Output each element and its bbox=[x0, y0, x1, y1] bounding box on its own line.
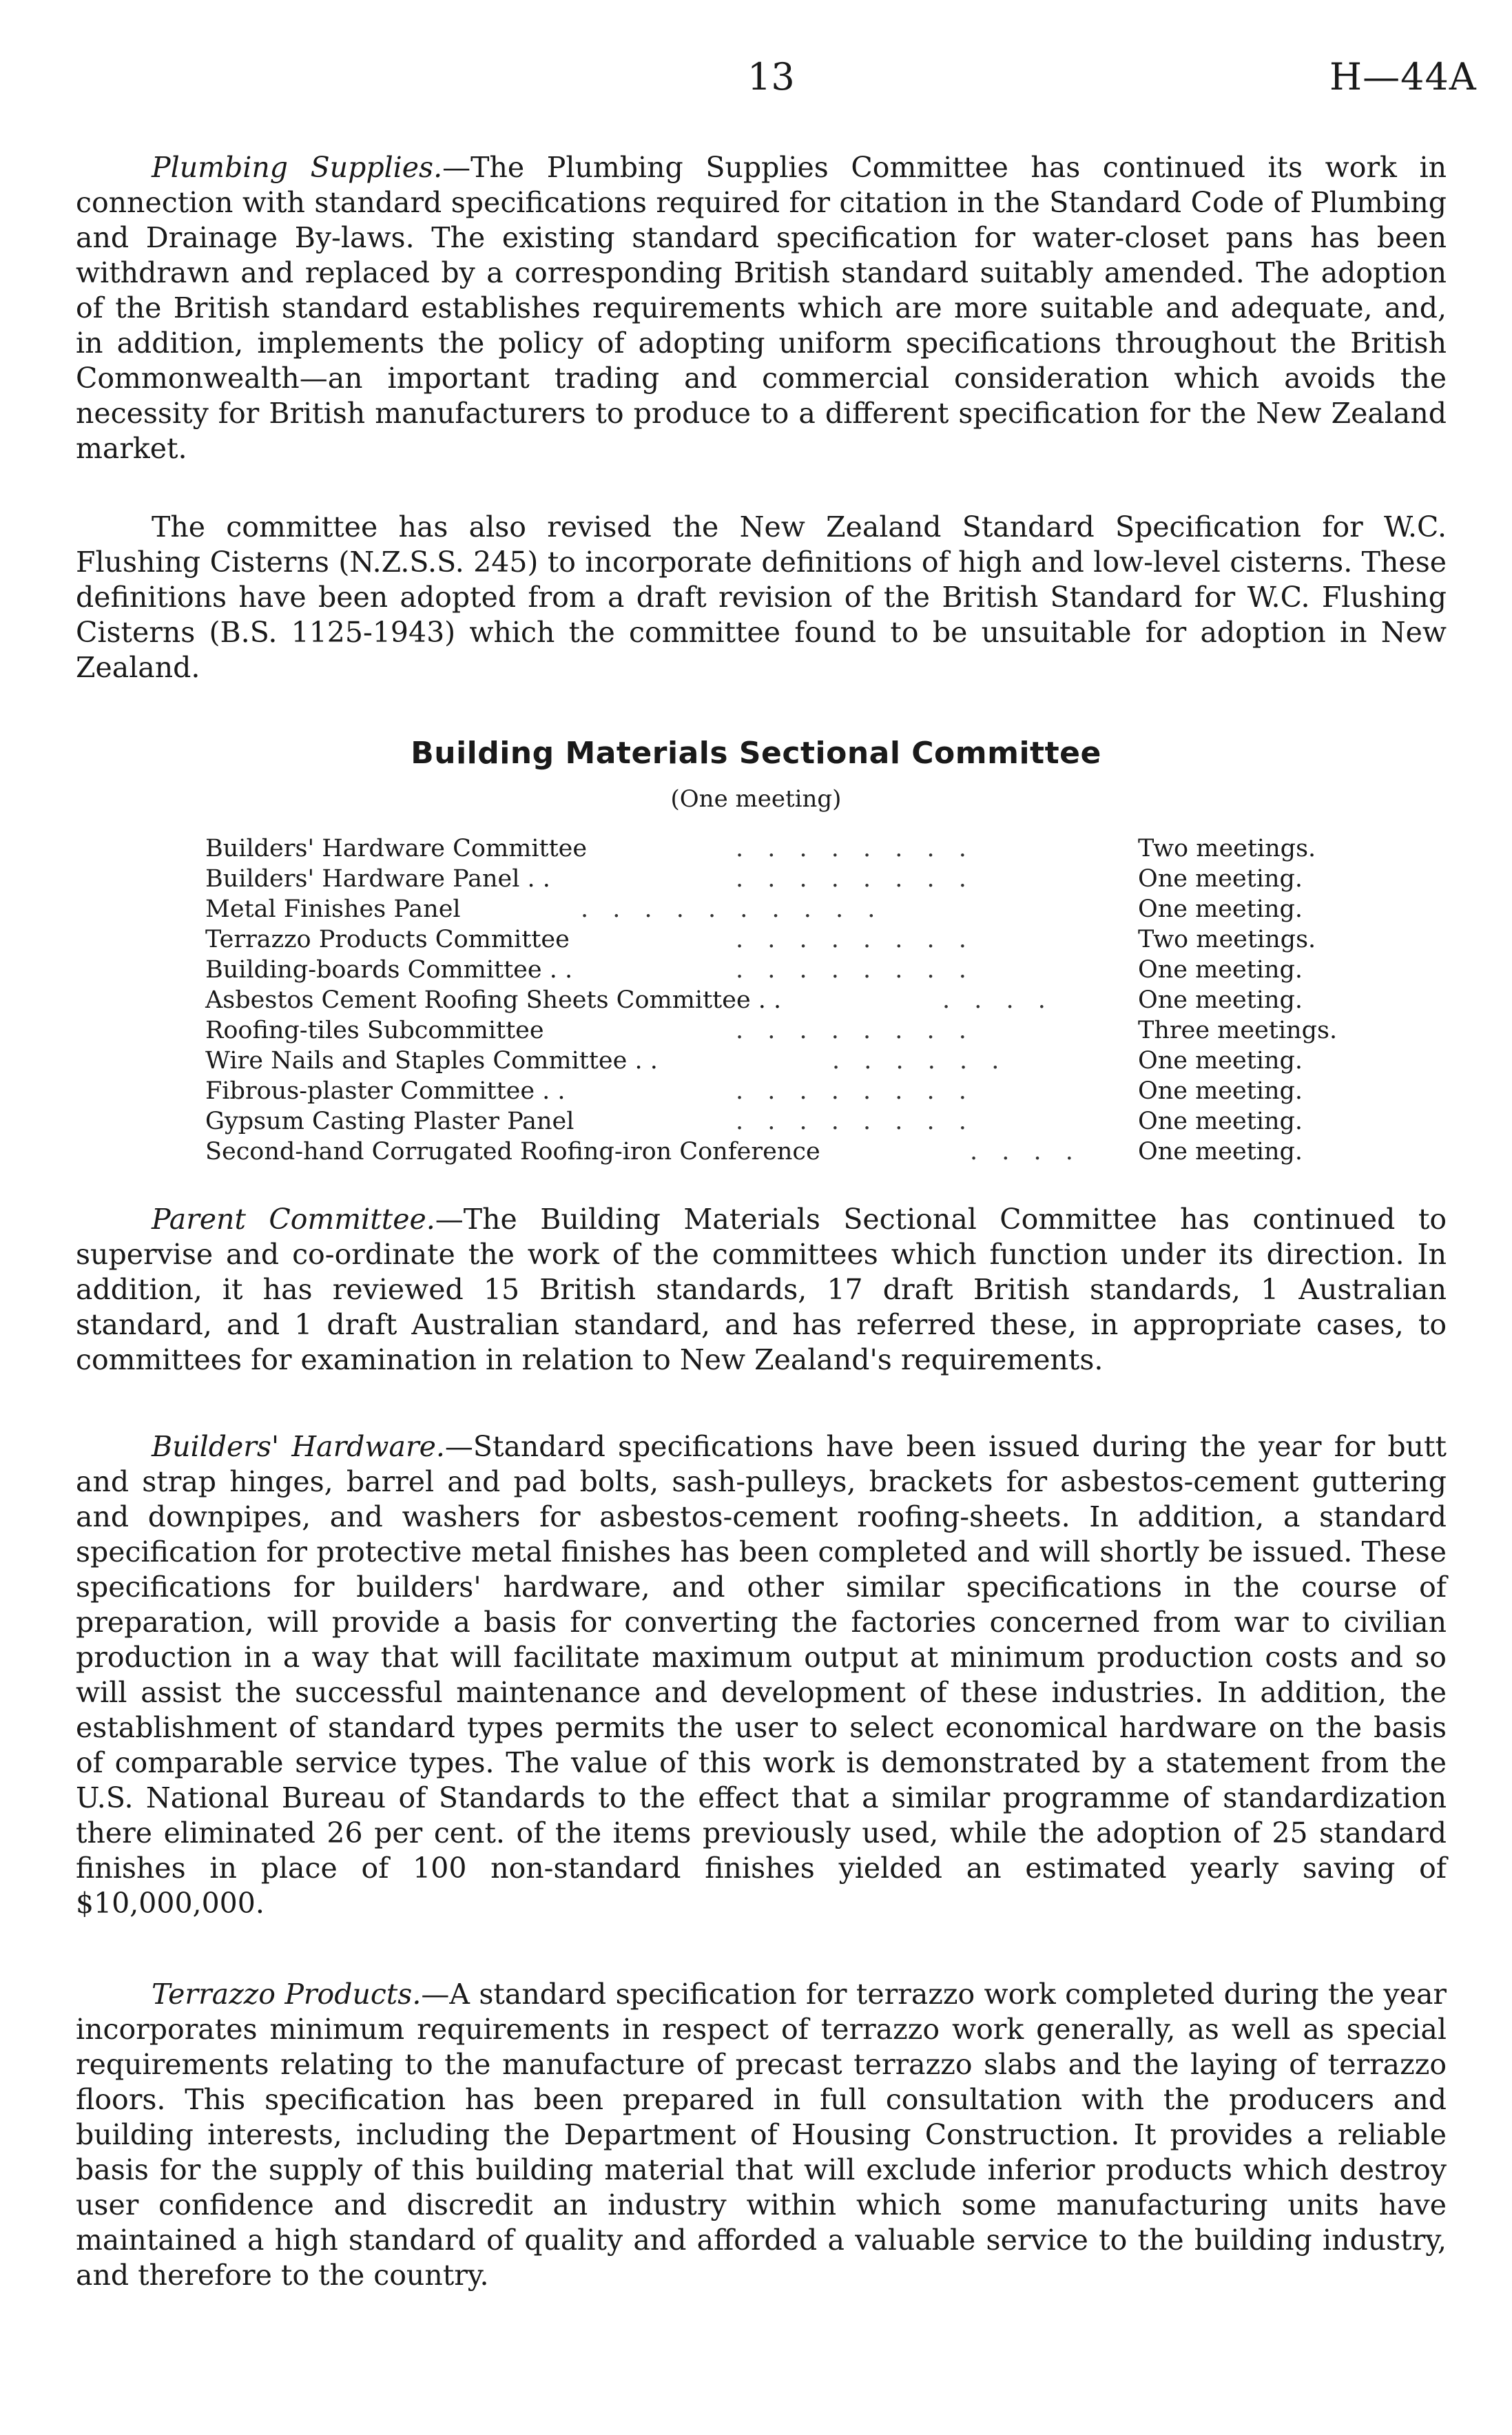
leader-dots: . . . . . . . . bbox=[736, 1108, 975, 1135]
meeting-row bbox=[205, 924, 1390, 955]
meeting-count: One meeting. bbox=[1138, 1138, 1303, 1165]
meeting-row bbox=[205, 1076, 1390, 1106]
paragraph-lead: Builders' Hardware. bbox=[152, 1430, 445, 1463]
committee-name: Terrazzo Products Committee bbox=[205, 926, 570, 953]
meeting-count: One meeting. bbox=[1138, 1077, 1303, 1105]
leader-dots: . . . . bbox=[942, 986, 1054, 1014]
meeting-row bbox=[205, 985, 1390, 1015]
leader-dots: . . . . . . . . bbox=[736, 926, 975, 953]
meeting-row bbox=[205, 864, 1390, 894]
paragraph-flushing-cisterns bbox=[76, 510, 1447, 685]
paragraph-body: —The Building Materials Sectional Committee has continued to supervise and co-ordinate the work of the committees which function under its direction. In addition, it has reviewed 15 British standards, 17 draft British standards, 1 Australian standard, and 1 draft Australian standard, and has referred these, in appropriate cases, to committees for examination in relation to New Zealand's requirements. bbox=[76, 1203, 1447, 1376]
meeting-row bbox=[205, 1015, 1390, 1046]
committee-name: Metal Finishes Panel bbox=[205, 895, 461, 923]
meeting-count: Two meetings. bbox=[1138, 835, 1316, 862]
committee-name: Gypsum Casting Plaster Panel bbox=[205, 1108, 574, 1135]
paragraph-builders-hardware bbox=[76, 1429, 1447, 1921]
leader-dots: . . . . . . . . bbox=[736, 835, 975, 862]
paragraph-lead: Parent Committee. bbox=[152, 1203, 435, 1236]
committee-name: Builders' Hardware Committee bbox=[205, 835, 588, 862]
paragraph-lead: Plumbing Supplies. bbox=[152, 151, 443, 184]
meeting-count: One meeting. bbox=[1138, 1047, 1303, 1075]
committee-name: Second-hand Corrugated Roofing-iron Conference bbox=[205, 1138, 820, 1165]
meeting-row bbox=[205, 1137, 1390, 1167]
page-number: 13 bbox=[747, 55, 795, 99]
meeting-count: One meeting. bbox=[1138, 1108, 1303, 1135]
meeting-count: Two meetings. bbox=[1138, 926, 1316, 953]
paragraph-lead: Terrazzo Products. bbox=[152, 1978, 422, 2011]
meeting-count: One meeting. bbox=[1138, 865, 1303, 893]
paragraph-parent-committee bbox=[76, 1202, 1447, 1378]
committee-name: Asbestos Cement Roofing Sheets Committee . . bbox=[205, 986, 782, 1014]
meeting-count: One meeting. bbox=[1138, 895, 1303, 923]
paragraph-plumbing-supplies bbox=[76, 150, 1447, 466]
leader-dots: . . . . . . . . . . bbox=[581, 895, 884, 923]
leader-dots: . . . . . . . . bbox=[736, 1077, 975, 1105]
page-header bbox=[0, 55, 1512, 103]
committee-name: Building-boards Committee . . bbox=[205, 956, 573, 984]
paragraph-body: —The Plumbing Supplies Committee has continued its work in connection with standard specifications required for citation in the Standard Code of Plumbing and Drainage By-laws. The existing standard specification for water-closet pans has been withdrawn and replaced by a corresponding British standard suitably amended. The adoption of the British standard establishes requirements which are more suitable and adequate, and, in addition, implements the policy of adopting uniform specifications throughout the British Commonwealth—an important trading and commercial consideration which avoids the necessity for British manufacturers to produce to a different specification for the New Zealand market. bbox=[76, 151, 1447, 465]
document-reference: H—44A bbox=[1329, 55, 1477, 99]
committee-name: Wire Nails and Staples Committee . . bbox=[205, 1047, 658, 1075]
meeting-row bbox=[205, 894, 1390, 924]
committee-name: Builders' Hardware Panel . . bbox=[205, 865, 550, 893]
leader-dots: . . . . . . . . bbox=[736, 1017, 975, 1044]
leader-dots: . . . . bbox=[970, 1138, 1081, 1165]
meetings-table bbox=[205, 833, 1390, 1167]
meeting-row bbox=[205, 1046, 1390, 1076]
leader-dots: . . . . . . bbox=[832, 1047, 1008, 1075]
paragraph-body: The committee has also revised the New Zealand Standard Specification for W.C. Flushing Cisterns (N.Z.S.S. 245) to incorporate definitions of high and low-level cisterns. These definitions have been adopted from a draft revision of the British Standard for W.C. Flushing Cisterns (B.S. 1125-1943) which the committee found to be unsuitable for adoption in New Zealand. bbox=[76, 510, 1447, 684]
paragraph-body: —A standard specification for terrazzo work completed during the year incorporates minimum requirements in respect of terrazzo work generally, as well as special requirements relating to the manufacture of precast terrazzo slabs and the laying of terrazzo floors. This specification has been prepared in full consultation with the producers and building interests, including the Department of Housing Construction. It provides a reliable basis for the supply of this building material that will exclude inferior products which destroy user confidence and discredit an industry within which some manufacturing units have maintained a high standard of quality and afforded a valuable service to the building industry, and therefore to the country. bbox=[76, 1978, 1447, 2292]
paragraph-body: —Standard specifications have been issued during the year for butt and strap hinges, barrel and pad bolts, sash-pulleys, brackets for asbestos-cement guttering and downpipes, and washers for asbestos-cement roofing-sheets. In addition, a standard specification for protective metal finishes has been completed and will shortly be issued. These specifications for builders' hardware, and other similar specifications in the course of preparation, will provide a basis for converting the factories concerned from war to civilian production in a way that will facilitate maximum output at minimum production costs and so will assist the successful maintenance and development of these industries. In addition, the establishment of standard types permits the user to select economical hardware on the basis of comparable service types. The value of this work is demonstrated by a statement from the U.S. National Bureau of Standards to the effect that a similar programme of standardization there eliminated 26 per cent. of the items previously used, while the adoption of 25 standard finishes in place of 100 non-standard finishes yielded an estimated yearly saving of $10,000,000. bbox=[76, 1430, 1447, 1920]
section-heading: Building Materials Sectional Committee bbox=[411, 736, 1101, 771]
paragraph-terrazzo-products bbox=[76, 1977, 1447, 2293]
meeting-row bbox=[205, 1106, 1390, 1137]
committee-name: Roofing-tiles Subcommittee bbox=[205, 1017, 544, 1044]
section-subheading: (One meeting) bbox=[670, 785, 842, 813]
meeting-count: One meeting. bbox=[1138, 956, 1303, 984]
leader-dots: . . . . . . . . bbox=[736, 865, 975, 893]
committee-name: Fibrous-plaster Committee . . bbox=[205, 1077, 566, 1105]
meeting-row bbox=[205, 955, 1390, 985]
leader-dots: . . . . . . . . bbox=[736, 956, 975, 984]
meeting-count: One meeting. bbox=[1138, 986, 1303, 1014]
meeting-row bbox=[205, 833, 1390, 864]
meeting-count: Three meetings. bbox=[1138, 1017, 1338, 1044]
